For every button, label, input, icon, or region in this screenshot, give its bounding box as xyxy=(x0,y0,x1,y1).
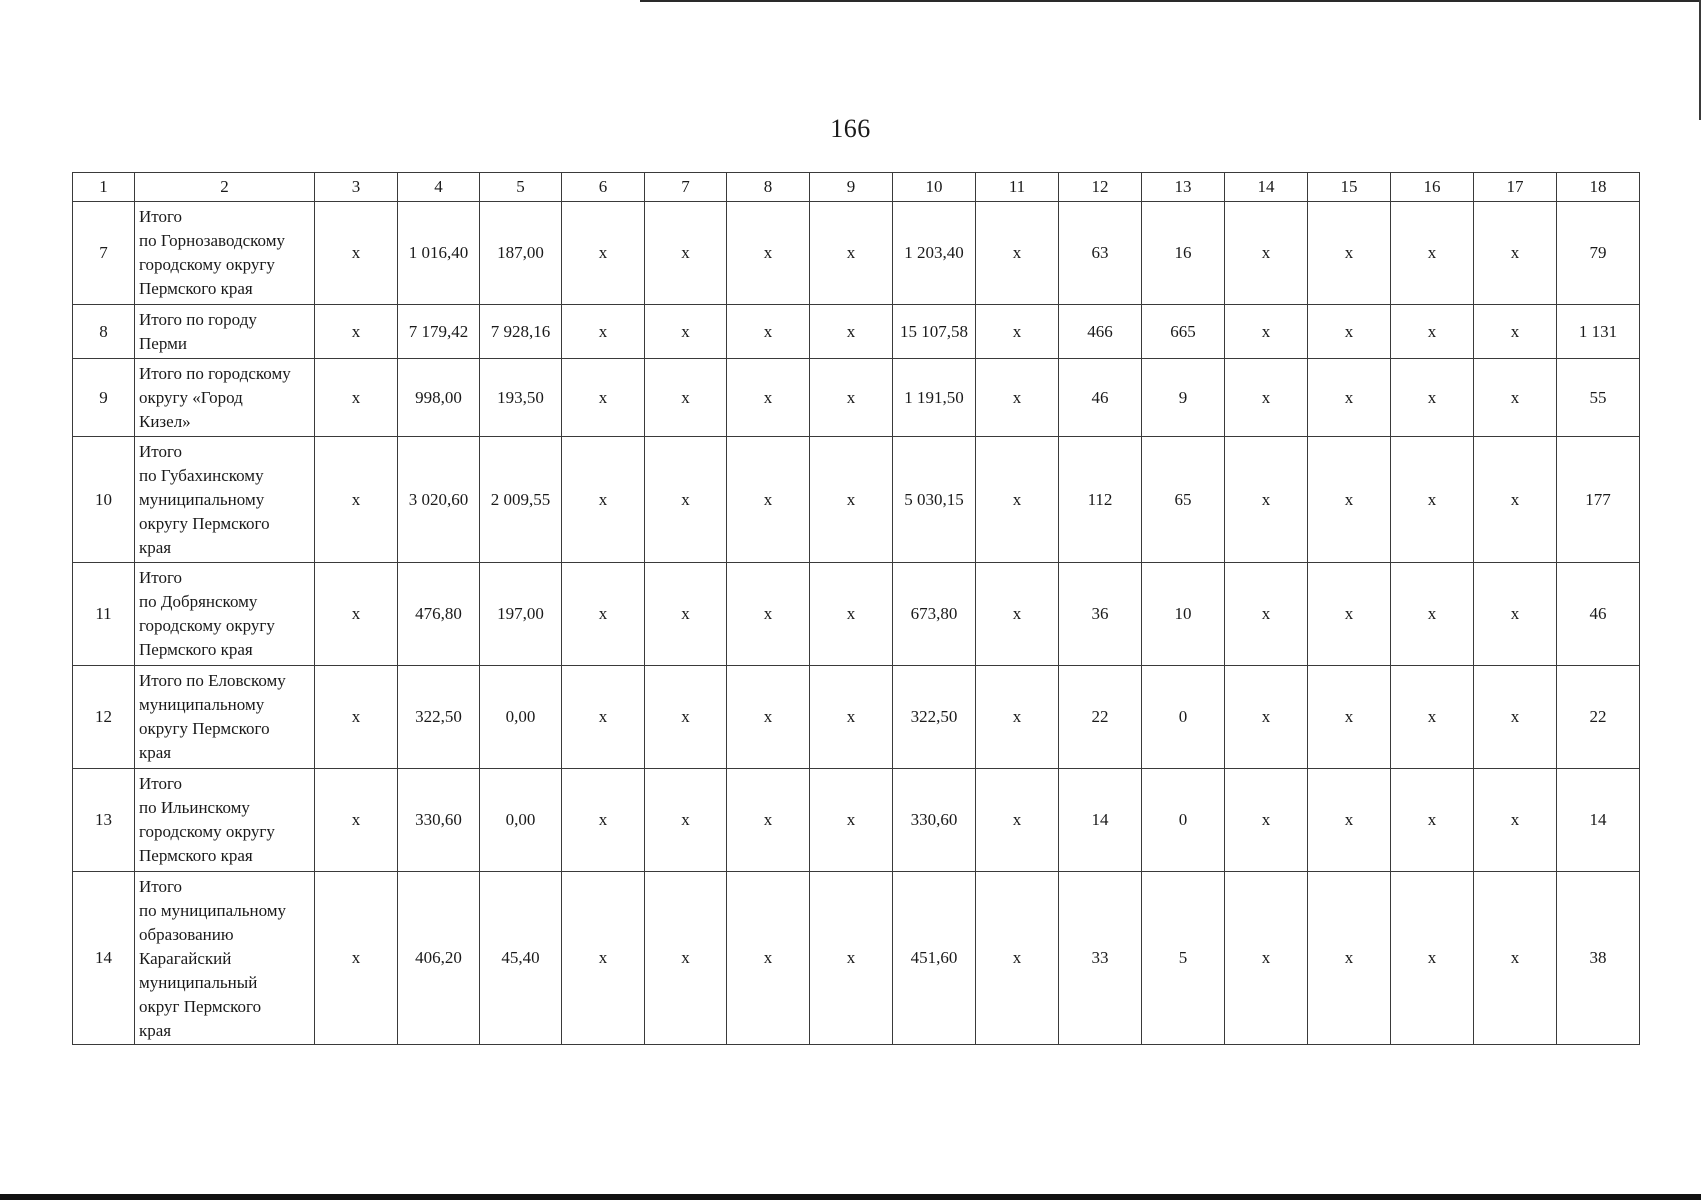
table-cell: x xyxy=(645,872,727,1045)
table-cell: x xyxy=(1474,202,1557,305)
table-cell: x xyxy=(1391,202,1474,305)
header-cell: 4 xyxy=(398,173,480,202)
table-cell: 33 xyxy=(1059,872,1142,1045)
table-cell: 322,50 xyxy=(398,666,480,769)
table-cell: x xyxy=(562,437,645,563)
table-cell: x xyxy=(645,769,727,872)
table-cell: x xyxy=(1474,769,1557,872)
table-cell: x xyxy=(562,202,645,305)
table-cell: 15 107,58 xyxy=(893,305,976,359)
table-cell: x xyxy=(1308,437,1391,563)
table-cell: x xyxy=(727,437,810,563)
table-cell: x xyxy=(1391,563,1474,666)
table-cell: 5 030,15 xyxy=(893,437,976,563)
table-cell: x xyxy=(315,305,398,359)
header-cell: 16 xyxy=(1391,173,1474,202)
header-cell: 17 xyxy=(1474,173,1557,202)
table-cell: 16 xyxy=(1142,202,1225,305)
table-cell: x xyxy=(810,769,893,872)
table-cell: x xyxy=(645,666,727,769)
table-cell: 36 xyxy=(1059,563,1142,666)
table-cell: x xyxy=(1474,872,1557,1045)
table-cell: x xyxy=(810,872,893,1045)
table-cell: 177 xyxy=(1557,437,1640,563)
table-cell: x xyxy=(976,437,1059,563)
table-cell: 1 016,40 xyxy=(398,202,480,305)
table-row xyxy=(73,666,1640,769)
table-cell: 665 xyxy=(1142,305,1225,359)
table-cell: 9 xyxy=(1142,359,1225,437)
row-number-cell: 9 xyxy=(73,359,135,437)
table-row xyxy=(73,202,1640,305)
table-cell: 0 xyxy=(1142,666,1225,769)
table-cell: x xyxy=(315,202,398,305)
table-cell: 330,60 xyxy=(398,769,480,872)
table-cell: 38 xyxy=(1557,872,1640,1045)
scan-edge-bottom xyxy=(0,1194,1701,1200)
table-cell: x xyxy=(1308,769,1391,872)
name-cell: Итого по муниципальному образованию Карагайский муниципальный округ Пермского края xyxy=(135,872,315,1045)
table-cell: 2 009,55 xyxy=(480,437,562,563)
table-cell: 187,00 xyxy=(480,202,562,305)
scan-edge-top xyxy=(640,0,1701,2)
table-cell: 112 xyxy=(1059,437,1142,563)
table-cell: 63 xyxy=(1059,202,1142,305)
table-cell: x xyxy=(1225,202,1308,305)
table-cell: x xyxy=(1474,563,1557,666)
table-cell: x xyxy=(976,359,1059,437)
table-cell: 0 xyxy=(1142,769,1225,872)
table-cell: 46 xyxy=(1557,563,1640,666)
table-cell: x xyxy=(1391,769,1474,872)
table-cell: 998,00 xyxy=(398,359,480,437)
header-cell: 18 xyxy=(1557,173,1640,202)
table-cell: 0,00 xyxy=(480,666,562,769)
table-cell: x xyxy=(645,202,727,305)
table-cell: x xyxy=(562,359,645,437)
table-cell: x xyxy=(1474,666,1557,769)
header-cell: 14 xyxy=(1225,173,1308,202)
table-cell: x xyxy=(562,872,645,1045)
table-cell: x xyxy=(1225,872,1308,1045)
row-number-cell: 13 xyxy=(73,769,135,872)
table-cell: x xyxy=(562,769,645,872)
table-cell: 197,00 xyxy=(480,563,562,666)
row-number-cell: 8 xyxy=(73,305,135,359)
page-number: 166 xyxy=(830,114,871,143)
table-row xyxy=(73,563,1640,666)
header-row xyxy=(73,173,1640,202)
table-cell: 0,00 xyxy=(480,769,562,872)
table-cell: x xyxy=(810,305,893,359)
table-cell: 466 xyxy=(1059,305,1142,359)
table-cell: x xyxy=(810,359,893,437)
table-cell: 406,20 xyxy=(398,872,480,1045)
table-cell: 14 xyxy=(1059,769,1142,872)
header-cell: 9 xyxy=(810,173,893,202)
table-row xyxy=(73,769,1640,872)
table-cell: 673,80 xyxy=(893,563,976,666)
header-cell: 8 xyxy=(727,173,810,202)
table-cell: x xyxy=(1225,769,1308,872)
table-cell: 1 191,50 xyxy=(893,359,976,437)
table-cell: x xyxy=(1391,437,1474,563)
table-cell: x xyxy=(1308,202,1391,305)
row-number-cell: 12 xyxy=(73,666,135,769)
header-cell: 11 xyxy=(976,173,1059,202)
table-cell: 330,60 xyxy=(893,769,976,872)
table-cell: x xyxy=(727,359,810,437)
table-cell: 451,60 xyxy=(893,872,976,1045)
header-cell: 7 xyxy=(645,173,727,202)
table-cell: x xyxy=(1474,305,1557,359)
table-cell: x xyxy=(1391,359,1474,437)
table-cell: 193,50 xyxy=(480,359,562,437)
table-cell: x xyxy=(810,202,893,305)
table-cell: x xyxy=(1391,666,1474,769)
table-cell: 46 xyxy=(1059,359,1142,437)
table-cell: x xyxy=(1474,437,1557,563)
table-cell: x xyxy=(727,563,810,666)
header-cell: 12 xyxy=(1059,173,1142,202)
table-cell: 1 203,40 xyxy=(893,202,976,305)
name-cell: Итого по Горнозаводскому городскому округу Пермского края xyxy=(135,202,315,305)
data-table xyxy=(72,172,1640,1045)
table-cell: 45,40 xyxy=(480,872,562,1045)
name-cell: Итого по Еловскому муниципальному округу Пермского края xyxy=(135,666,315,769)
header-cell: 1 xyxy=(73,173,135,202)
table-cell: x xyxy=(727,769,810,872)
table-cell: x xyxy=(562,666,645,769)
table-cell: x xyxy=(645,437,727,563)
table-cell: x xyxy=(315,563,398,666)
table-cell: x xyxy=(1391,872,1474,1045)
table-cell: x xyxy=(976,305,1059,359)
table-cell: 5 xyxy=(1142,872,1225,1045)
row-number-cell: 10 xyxy=(73,437,135,563)
table-cell: x xyxy=(1225,359,1308,437)
table-cell: x xyxy=(727,305,810,359)
table-row xyxy=(73,872,1640,1045)
name-cell: Итого по Добрянскому городскому округу Пермского края xyxy=(135,563,315,666)
header-cell: 15 xyxy=(1308,173,1391,202)
header-cell: 3 xyxy=(315,173,398,202)
table-cell: 65 xyxy=(1142,437,1225,563)
name-cell: Итого по Губахинскому муниципальному округу Пермского края xyxy=(135,437,315,563)
table-cell: x xyxy=(645,563,727,666)
table-cell: x xyxy=(315,359,398,437)
row-number-cell: 11 xyxy=(73,563,135,666)
table-cell: 7 928,16 xyxy=(480,305,562,359)
table-cell: x xyxy=(810,437,893,563)
table-cell: x xyxy=(1308,563,1391,666)
table-cell: x xyxy=(645,359,727,437)
table-cell: 322,50 xyxy=(893,666,976,769)
table-cell: x xyxy=(315,666,398,769)
table-row xyxy=(73,437,1640,563)
table-cell: x xyxy=(315,872,398,1045)
table-cell: x xyxy=(1474,359,1557,437)
table-cell: x xyxy=(810,563,893,666)
table-cell: 1 131 xyxy=(1557,305,1640,359)
row-number-cell: 7 xyxy=(73,202,135,305)
name-cell: Итого по городу Перми xyxy=(135,305,315,359)
table-cell: x xyxy=(1308,666,1391,769)
table-cell: x xyxy=(562,305,645,359)
table-cell: 3 020,60 xyxy=(398,437,480,563)
table-cell: x xyxy=(1391,305,1474,359)
name-cell: Итого по Ильинскому городскому округу Пермского края xyxy=(135,769,315,872)
table-cell: x xyxy=(976,563,1059,666)
table-cell: 79 xyxy=(1557,202,1640,305)
table-cell: 476,80 xyxy=(398,563,480,666)
table-cell: x xyxy=(645,305,727,359)
table-cell: x xyxy=(727,666,810,769)
table-cell: x xyxy=(1225,437,1308,563)
header-cell: 5 xyxy=(480,173,562,202)
table-row xyxy=(73,359,1640,437)
row-number-cell: 14 xyxy=(73,872,135,1045)
table-cell: x xyxy=(562,563,645,666)
table-cell: x xyxy=(976,872,1059,1045)
table-cell: 7 179,42 xyxy=(398,305,480,359)
table-cell: x xyxy=(1225,666,1308,769)
table-cell: x xyxy=(727,202,810,305)
name-cell: Итого по городскому округу «Город Кизел» xyxy=(135,359,315,437)
table-cell: x xyxy=(1308,359,1391,437)
header-cell: 6 xyxy=(562,173,645,202)
table-cell: x xyxy=(1225,563,1308,666)
header-cell: 10 xyxy=(893,173,976,202)
table-cell: 10 xyxy=(1142,563,1225,666)
table-cell: 14 xyxy=(1557,769,1640,872)
table-cell: x xyxy=(1308,305,1391,359)
header-cell: 2 xyxy=(135,173,315,202)
table-cell: 55 xyxy=(1557,359,1640,437)
table-row xyxy=(73,305,1640,359)
table-cell: x xyxy=(727,872,810,1045)
table-cell: 22 xyxy=(1059,666,1142,769)
table-cell: x xyxy=(1308,872,1391,1045)
table-cell: x xyxy=(810,666,893,769)
table-cell: x xyxy=(976,769,1059,872)
table-cell: x xyxy=(976,666,1059,769)
table-cell: x xyxy=(315,437,398,563)
header-cell: 13 xyxy=(1142,173,1225,202)
table-cell: x xyxy=(976,202,1059,305)
table-cell: x xyxy=(1225,305,1308,359)
table-cell: x xyxy=(315,769,398,872)
table-cell: 22 xyxy=(1557,666,1640,769)
